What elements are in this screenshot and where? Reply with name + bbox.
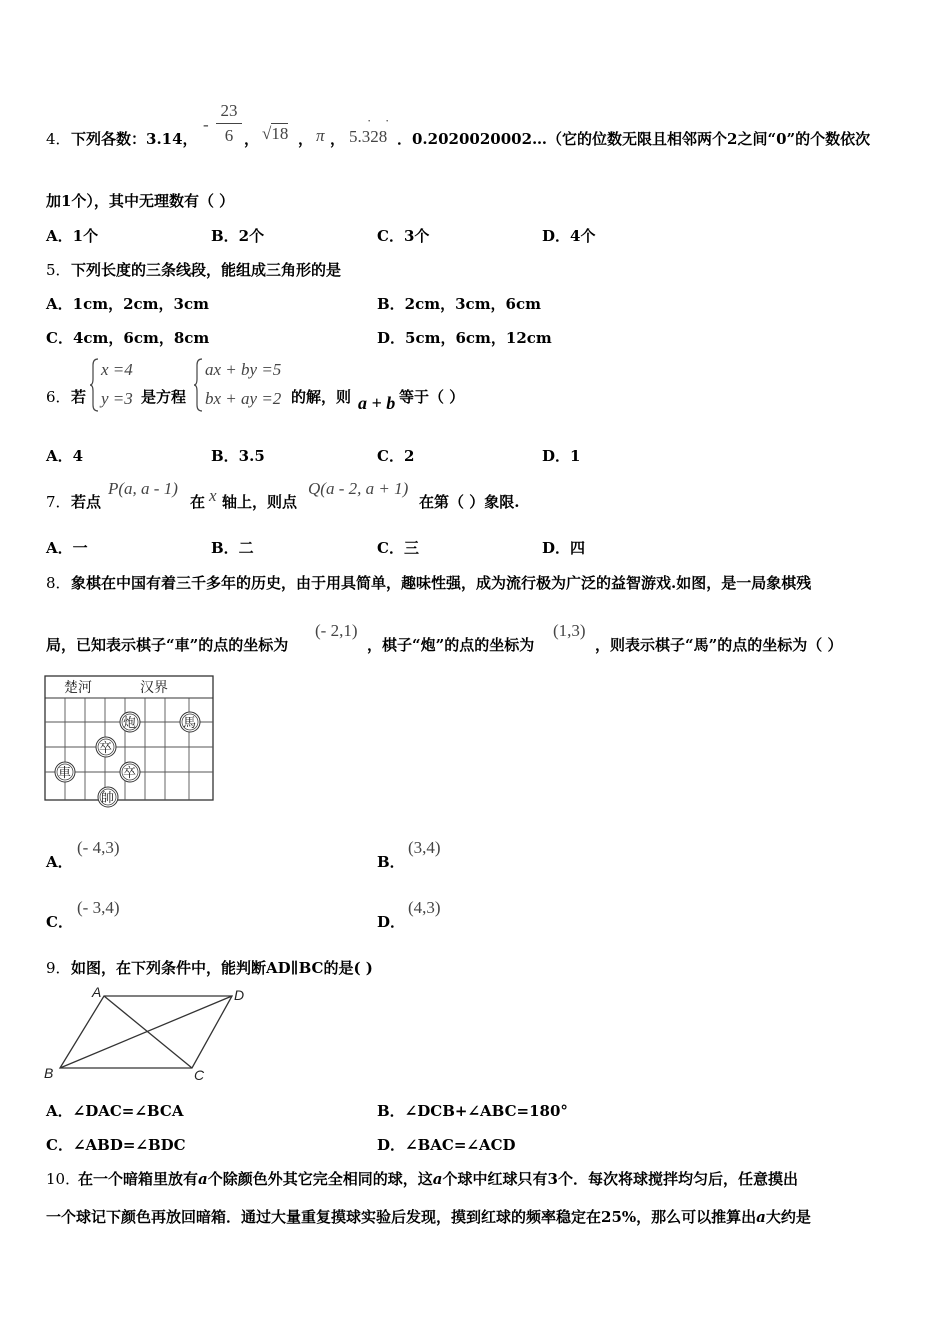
svg-text:卒: 卒 [123, 765, 137, 780]
piece-pao [120, 712, 140, 732]
label-d: D [234, 987, 245, 1003]
q5-option-c: C．4cm，6cm，8cm [46, 329, 210, 347]
q8-option-d-label: D． [377, 913, 406, 931]
q4-fraction-denominator: 6 [224, 126, 234, 145]
label-c: C [194, 1067, 205, 1083]
q10-line1: 在一个暗箱里放有a个除颜色外其它完全相同的球，这a个球中红球只有3个．每次将球搅拌均匀后，任意摸出 [78, 1170, 798, 1188]
q8-coord-che: (- 2,1) [315, 621, 358, 640]
q7-option-c: C．三 [377, 539, 419, 557]
piece-zu [120, 762, 140, 782]
q7-option-b: B．二 [211, 539, 254, 557]
q9-option-c: C．∠ABD=∠BDC [46, 1136, 186, 1154]
q4-repeat-dot: · [385, 113, 390, 128]
q6-a-plus-b: a + b [358, 393, 396, 413]
label-b: B [44, 1065, 54, 1081]
svg-text:卒: 卒 [99, 740, 113, 755]
q4-repeat-dot: · [367, 113, 372, 128]
q4-sqrt [262, 124, 288, 144]
svg-text:炮: 炮 [123, 715, 137, 730]
chess-board-figure [44, 675, 216, 811]
q5-option-d: D．5cm，6cm，12cm [377, 329, 552, 347]
q6-system1-line1: x =4 [101, 360, 133, 379]
sqrt-icon: √ [262, 124, 272, 143]
q8-option-a-value: (- 4,3) [77, 838, 120, 857]
q9-option-d: D．∠BAC=∠ACD [377, 1136, 516, 1154]
q7-x: x [209, 486, 217, 505]
q4-option-c: C．3个 [377, 227, 430, 245]
q8-coord-pao: (1,3) [553, 621, 586, 640]
q4-option-a: A．1个 [46, 227, 99, 245]
q7-text-4: 在第（ ）象限. [419, 493, 520, 511]
q5-text: 下列长度的三条线段，能组成三角形的是 [71, 261, 342, 279]
q8-option-c-label: C． [46, 913, 73, 931]
piece-ma [180, 712, 200, 732]
q6-system2-line1: ax + by =5 [205, 360, 282, 379]
diagonal-ac [104, 996, 192, 1068]
q4-pi: π [316, 126, 325, 145]
q10-number: 10． [46, 1170, 81, 1188]
q4-comma: ， [298, 130, 314, 148]
q8-line2-c: ，则表示棋子“馬”的点的坐标为（ ） [595, 636, 843, 654]
q6-after-text: 的解，则 [291, 388, 352, 406]
q4-comma: ， [244, 130, 260, 148]
q4-sqrt-value: 18 [271, 124, 289, 143]
svg-text:馬: 馬 [183, 715, 197, 730]
piece-zu [96, 737, 116, 757]
q6-left-brace-icon [194, 357, 204, 413]
q4-option-b: B．2个 [211, 227, 265, 245]
svg-text:車: 車 [58, 765, 72, 780]
q6-option-d: D．1 [542, 447, 581, 465]
board-river-right: 汉界 [140, 679, 168, 695]
piece-che [55, 762, 75, 782]
q8-line1: 象棋在中国有着三千多年的历史，由于用具简单，趣味性强，成为流行极为广泛的益智游戏.如图，是一局象棋残 [71, 574, 812, 592]
q6-option-a: A．4 [46, 447, 84, 465]
q4-line2: 加1个），其中无理数有（ ） [46, 192, 235, 210]
q7-number: 7． [46, 493, 71, 511]
q6-mid-text: 是方程 [141, 388, 187, 406]
q6-system1-line2: y =3 [101, 389, 133, 408]
q8-option-a-label: A． [46, 853, 73, 871]
q7-point-p: P(a, a - 1) [108, 479, 178, 498]
parallelogram-figure [40, 982, 260, 1086]
q4-text-start: 下列各数：3.14， [71, 130, 198, 148]
q6-system2-line2: bx + ay =2 [205, 389, 282, 408]
q8-number: 8． [46, 574, 71, 592]
q8-line2-b: ，棋子“炮”的点的坐标为 [367, 636, 535, 654]
q4-option-d: D．4个 [542, 227, 596, 245]
q7-text-2: 在 [190, 493, 206, 511]
q6-option-b: B．3.5 [211, 447, 265, 465]
q7-text-1: 若点 [71, 493, 102, 511]
q6-tail-text: 等于（ ） [399, 388, 465, 406]
q8-option-d-value: (4,3) [408, 898, 441, 917]
q4-number: 4． [46, 130, 71, 148]
q8-line2-a: 局，已知表示棋子“車”的点的坐标为 [46, 636, 289, 654]
q9-option-a: A．∠DAC=∠BCA [46, 1102, 184, 1120]
q4-fraction [216, 101, 242, 146]
q5-option-b: B．2cm，3cm，6cm [377, 295, 542, 313]
q7-text-3: 轴上，则点 [222, 493, 298, 511]
q7-option-d: D．四 [542, 539, 586, 557]
q4-comma: ， [330, 130, 346, 148]
q9-option-b: B．∠DCB+∠ABC=180° [377, 1102, 568, 1120]
q4-fraction-numerator: 23 [220, 101, 238, 120]
q5-number: 5． [46, 261, 71, 279]
q7-point-q: Q(a - 2, a + 1) [308, 479, 409, 498]
q4-minus: - [203, 115, 209, 134]
board-river-left: 楚河 [64, 679, 92, 695]
q6-left-brace-icon [90, 357, 100, 413]
q6-option-c: C．2 [377, 447, 415, 465]
piece-shuai [98, 787, 118, 807]
q7-option-a: A．一 [46, 539, 88, 557]
q5-option-a: A．1cm，2cm，3cm [46, 295, 209, 313]
q4-repeating-decimal: 5.328 [349, 127, 388, 146]
q4-text-end: ．0.2020020002…（它的位数无限且相邻两个2之间“0”的个数依次 [397, 130, 871, 148]
q9-number: 9． [46, 959, 71, 977]
q8-option-c-value: (- 3,4) [77, 898, 120, 917]
svg-text:帥: 帥 [101, 790, 115, 805]
q6-ruo: 若 [71, 388, 87, 406]
diagonal-bd [60, 996, 232, 1068]
q6-number: 6． [46, 388, 71, 406]
q10-line2: 一个球记下颜色再放回暗箱．通过大量重复摸球实验后发现，摸到红球的频率稳定在25%，那么可以推算出a大约是 [46, 1208, 811, 1226]
q8-option-b-label: B． [377, 853, 405, 871]
q8-option-b-value: (3,4) [408, 838, 441, 857]
q9-text: 如图，在下列条件中，能判断AD∥BC的是( ) [71, 959, 373, 977]
label-a: A [92, 984, 102, 1000]
